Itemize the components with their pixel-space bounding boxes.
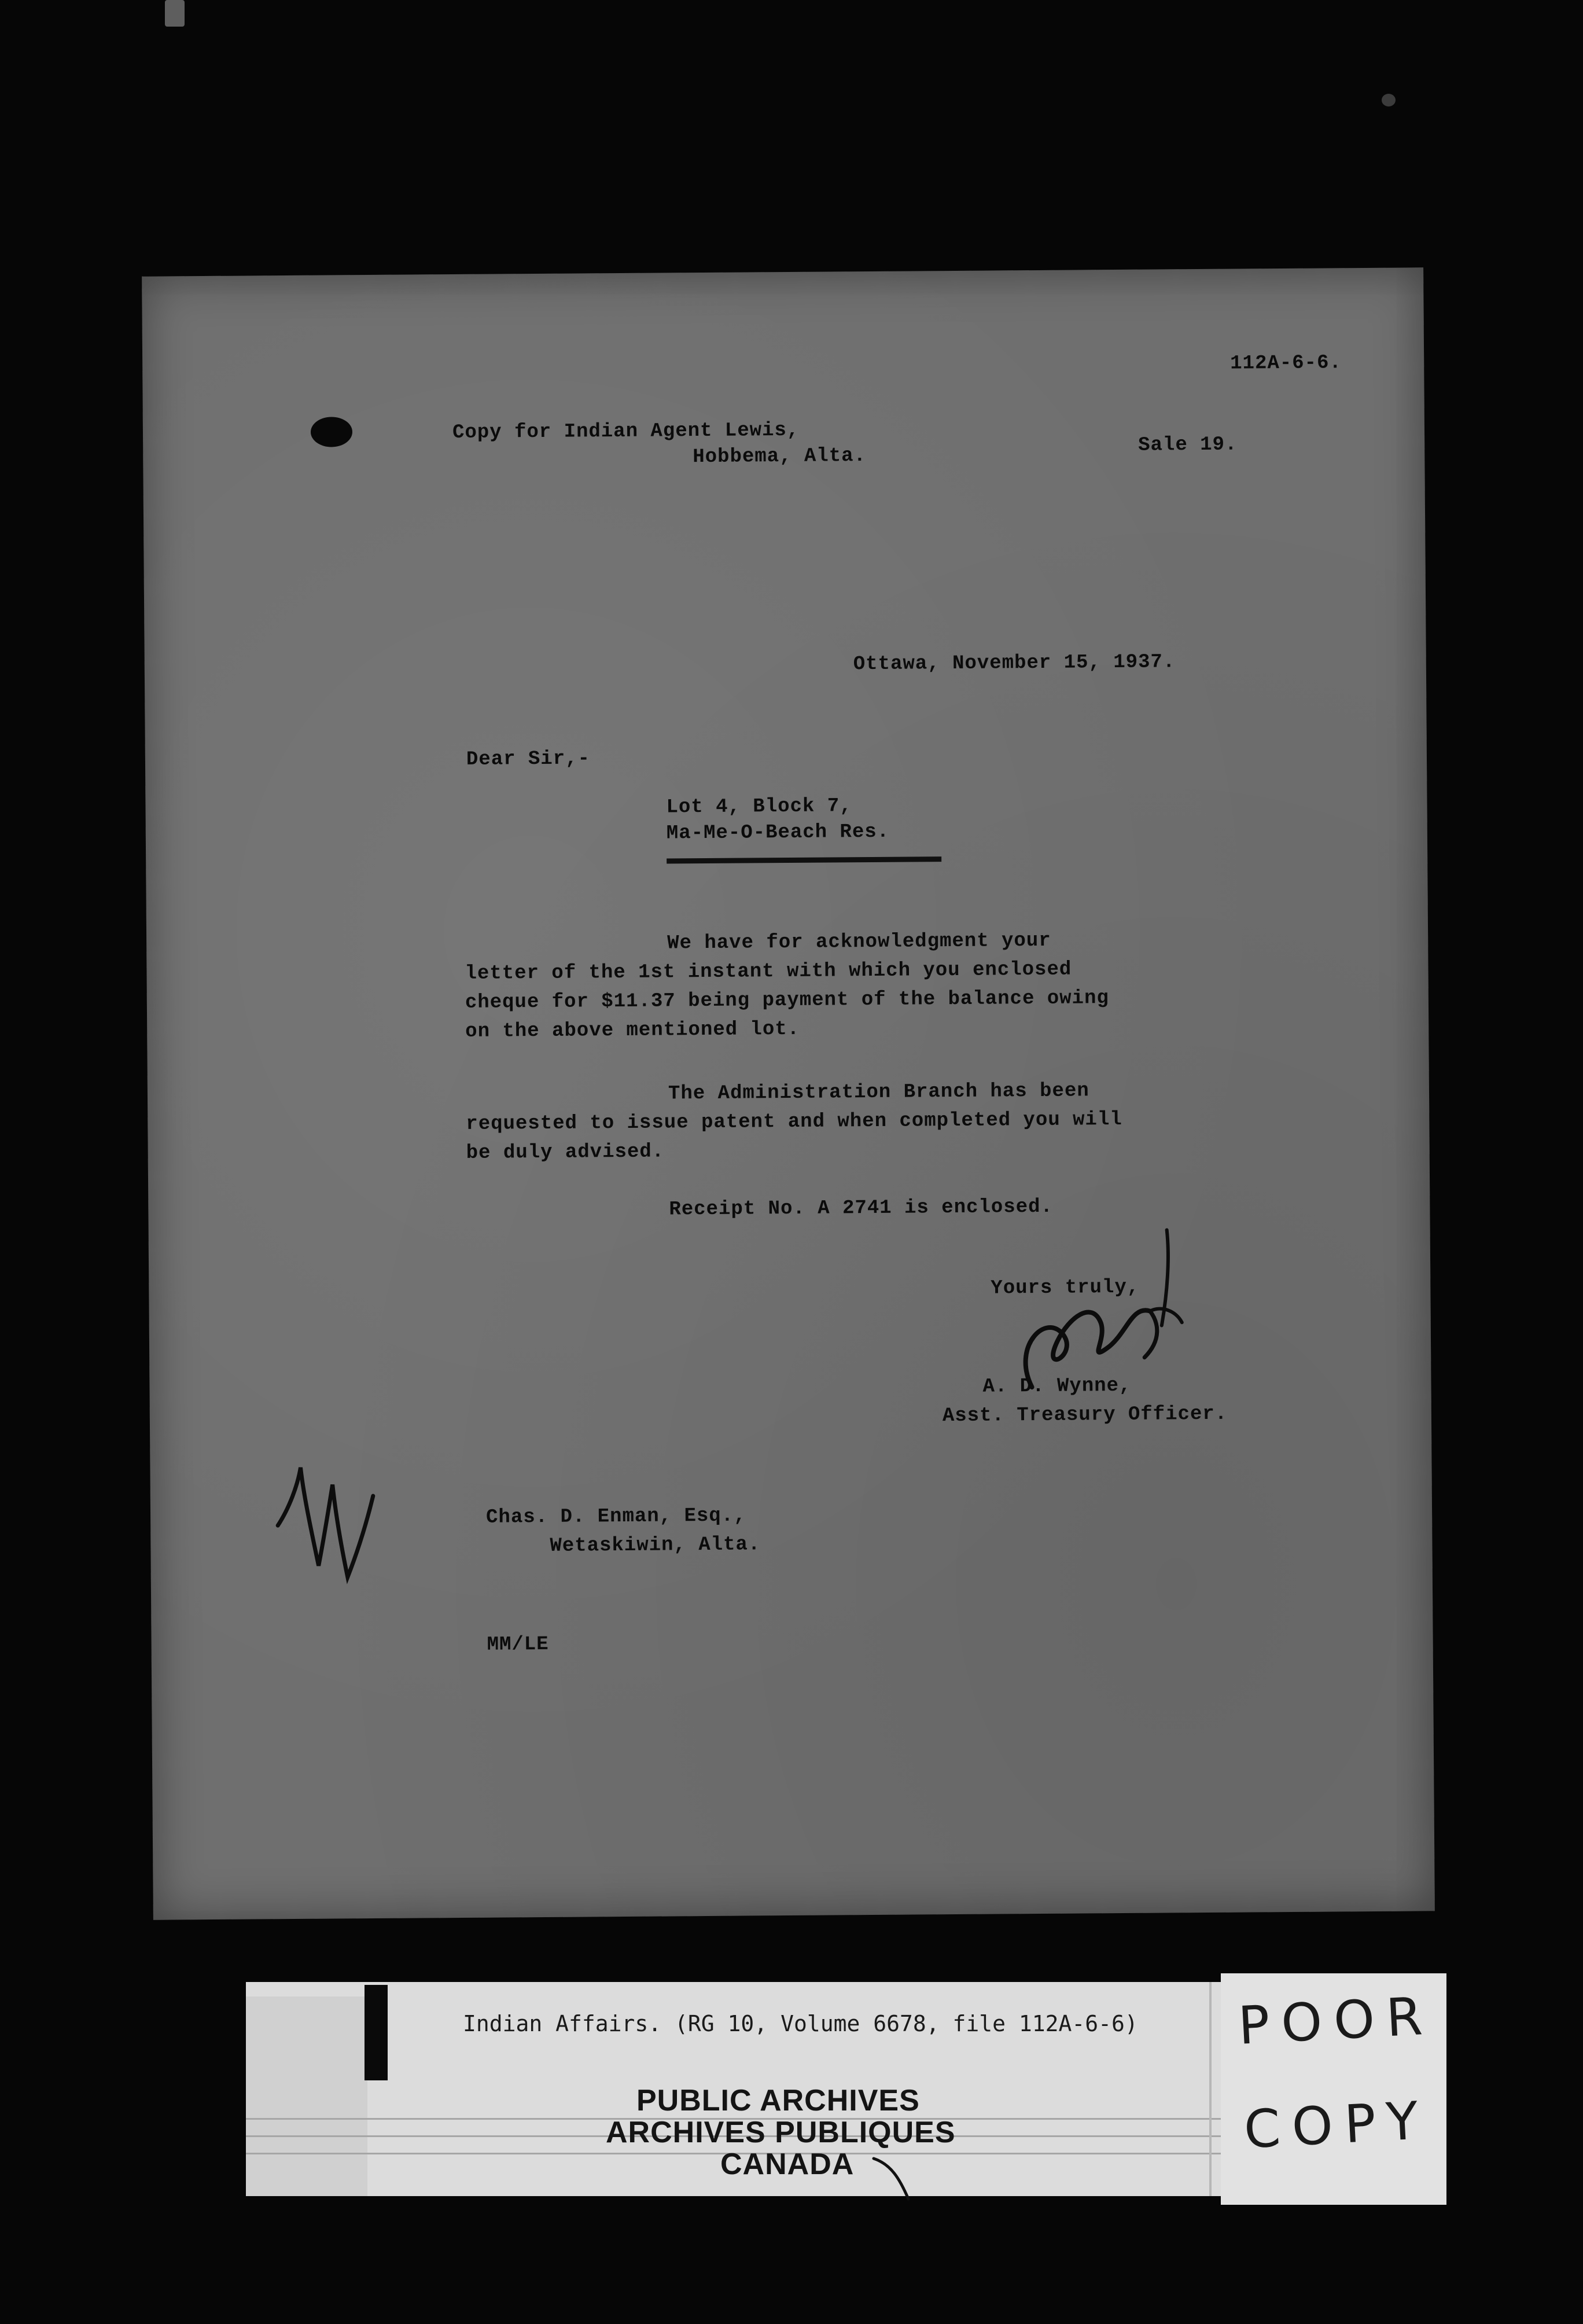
body-line: The Administration Branch has been — [668, 1080, 1089, 1105]
copy-for-line: Copy for Indian Agent Lewis, — [452, 419, 800, 444]
recipient-name: Chas. D. Enman, Esq., — [485, 1505, 746, 1529]
divider — [1209, 1982, 1212, 2196]
date-line: Ottawa, November 15, 1937. — [853, 651, 1176, 676]
signer-title: Asst. Treasury Officer. — [942, 1403, 1228, 1428]
film-frame-mark — [1382, 94, 1396, 106]
salutation: Dear Sir,- — [466, 748, 591, 771]
film-frame-mark — [165, 0, 185, 27]
handwritten-initial-icon — [266, 1450, 382, 1595]
handwritten-note: POOR — [1236, 1985, 1436, 2057]
archive-reference: Indian Affairs. (RG 10, Volume 6678, file 112A-6-6) — [463, 2011, 1138, 2036]
body-line: be duly advised. — [466, 1141, 665, 1164]
body-line: Receipt No. A 2741 is enclosed. — [669, 1196, 1054, 1221]
pen-stroke-icon — [868, 2153, 920, 2205]
body-line: on the above mentioned lot. — [465, 1018, 800, 1043]
closing: Yours truly, — [991, 1276, 1140, 1300]
archive-country: CANADA — [720, 2148, 855, 2181]
file-number: 112A-6-6. — [1230, 352, 1342, 375]
body-line: We have for acknowledgment your — [667, 929, 1051, 955]
subject-line: Ma-Me-O-Beach Res. — [666, 821, 890, 845]
archive-name-french: ARCHIVES PUBLIQUES — [606, 2116, 956, 2149]
archive-name-english: PUBLIC ARCHIVES — [636, 2084, 920, 2117]
copy-for-location: Hobbema, Alta. — [693, 445, 867, 469]
body-line: cheque for $11.37 being payment of the balance owing — [465, 987, 1109, 1014]
handwritten-note: COPY — [1242, 2090, 1431, 2161]
body-line: letter of the 1st instant with which you enclosed — [465, 958, 1072, 985]
letter-sheet — [142, 267, 1435, 1919]
typist-initials: MM/LE — [487, 1633, 549, 1656]
archive-label-notch — [365, 1985, 388, 2080]
archive-label-tab — [246, 1996, 367, 2196]
recipient-location: Wetaskiwin, Alta. — [550, 1534, 761, 1557]
subject-underline — [667, 856, 941, 863]
sale-number: Sale 19. — [1138, 433, 1238, 457]
subject-line: Lot 4, Block 7, — [666, 795, 852, 819]
punch-hole — [311, 417, 352, 447]
body-line: requested to issue patent and when completed you will — [466, 1108, 1122, 1135]
signer-name: A. D. Wynne, — [982, 1374, 1132, 1398]
